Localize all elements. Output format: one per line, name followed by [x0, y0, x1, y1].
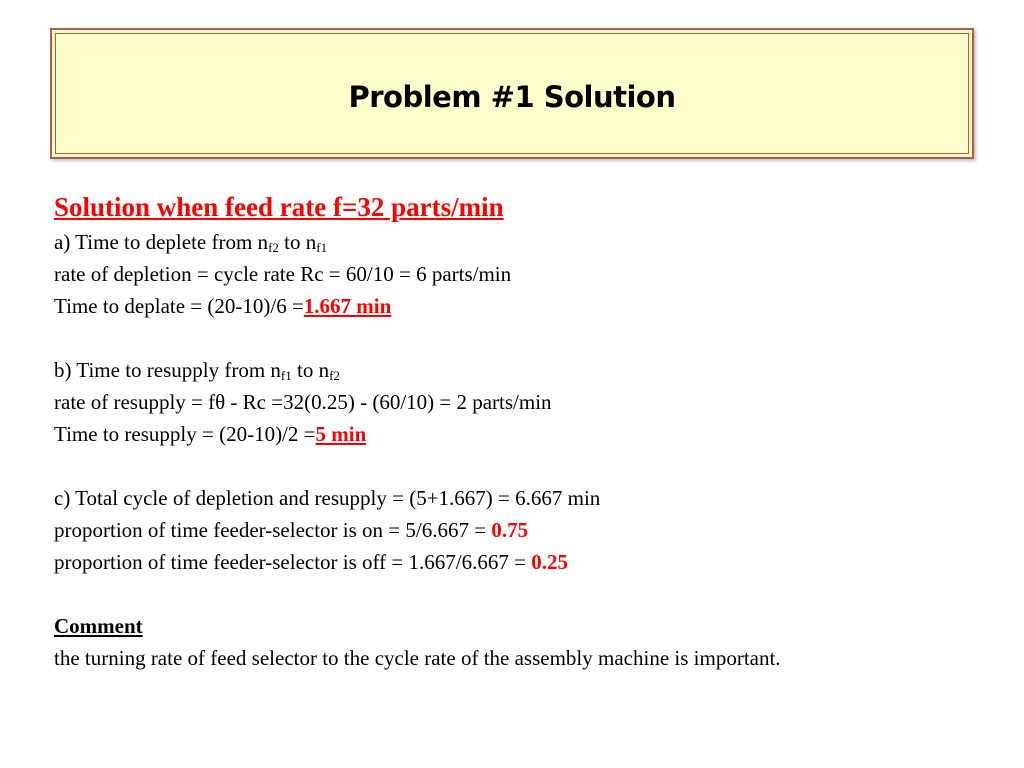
part-b-text: Time to resupply = (20-10)/2 = — [54, 422, 316, 446]
part-b-line-2: rate of resupply = fθ - Rc =32(0.25) - (60/10) = 2 parts/min — [54, 390, 552, 414]
comment-text: the turning rate of feed selector to the cycle rate of the assembly machine is important. — [54, 646, 781, 670]
spacer — [54, 322, 1004, 354]
part-c-line-2 — [54, 514, 1004, 546]
part-b-text: b) Time to resupply from n — [54, 358, 281, 382]
part-a-text: a) Time to deplete from n — [54, 230, 269, 254]
title-box — [50, 28, 974, 159]
subscript: f2 — [268, 240, 279, 255]
part-a-line-1 — [54, 226, 1004, 258]
part-c-text: proportion of time feeder-selector is on = 5/6.667 = — [54, 518, 492, 542]
off-proportion-result: 0.25 — [531, 550, 568, 574]
part-c-text: proportion of time feeder-selector is off = 1.667/6.667 = — [54, 550, 532, 574]
part-a-line-3 — [54, 290, 1004, 322]
subscript: f2 — [329, 368, 340, 383]
part-b-line-3 — [54, 418, 1004, 450]
resupply-result: 5 min — [315, 422, 367, 446]
on-proportion-result: 0.75 — [491, 518, 529, 542]
part-a-text: to n — [278, 230, 317, 254]
spacer — [54, 450, 1004, 482]
subscript: f1 — [280, 368, 292, 383]
part-c-line-1: c) Total cycle of depletion and resupply = (5+1.667) = 6.667 min — [54, 486, 601, 510]
comment-label: Comment — [54, 614, 143, 638]
part-c-line-3 — [54, 546, 1004, 578]
part-a-line-2: rate of depletion = cycle rate Rc = 60/10 = 6 parts/min — [54, 262, 512, 286]
part-b-text: to n — [291, 358, 330, 382]
part-b-line-1 — [54, 354, 1004, 386]
slide-title: Problem #1 Solution — [348, 80, 676, 114]
depletion-result: 1.667 min — [303, 294, 392, 318]
solution-heading: Solution when feed rate f=32 parts/min — [54, 192, 504, 222]
spacer — [54, 578, 1004, 610]
slide-content — [54, 188, 1004, 674]
subscript: f1 — [316, 240, 328, 255]
part-a-text: Time to deplate = (20-10)/6 = — [54, 294, 304, 318]
